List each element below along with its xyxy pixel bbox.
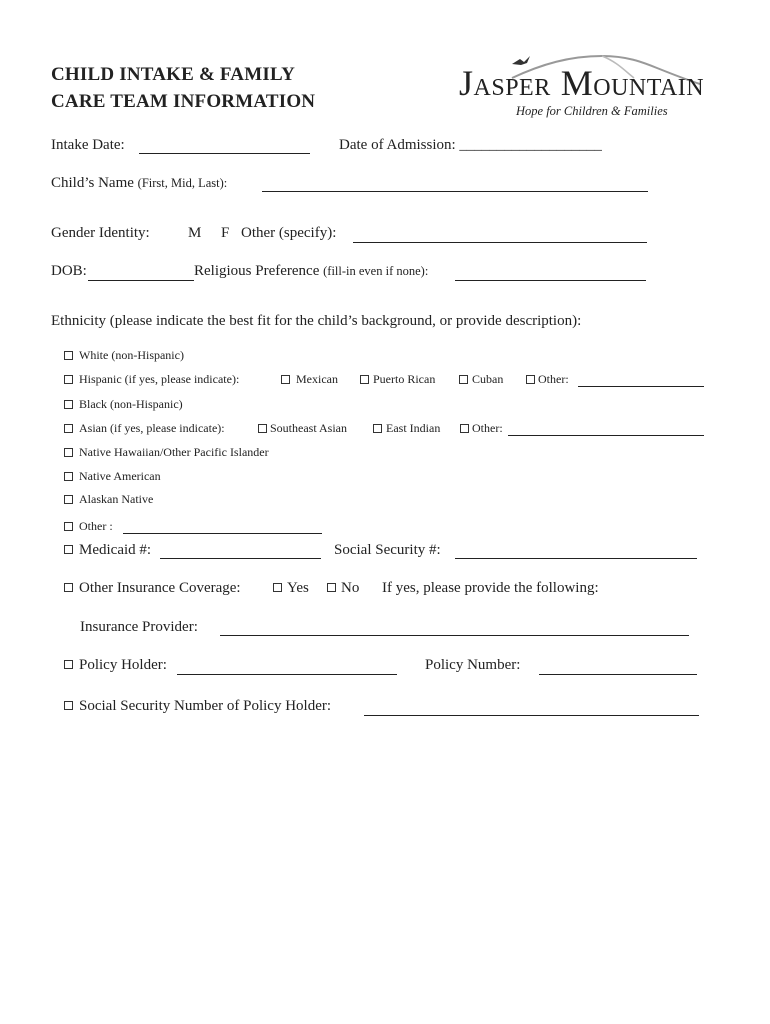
intake-date-field[interactable]: [139, 153, 310, 154]
other-insurance-option[interactable]: Other Insurance Coverage:: [64, 580, 241, 597]
checkbox-icon: [327, 583, 336, 592]
checkbox-icon: [281, 375, 290, 384]
checkbox-icon: [526, 375, 535, 384]
ethnicity-asian-option[interactable]: Asian (if yes, please indicate):: [64, 421, 225, 436]
policy-holder-option[interactable]: Policy Holder:: [64, 657, 167, 674]
policy-number-label: Policy Number:: [425, 657, 521, 673]
medicaid-option[interactable]: Medicaid #:: [64, 542, 151, 559]
gender-identity-label: Gender Identity:: [51, 225, 150, 241]
checkbox-icon: [64, 375, 73, 384]
gender-other-label: Other (specify):: [241, 225, 337, 241]
insurance-if-yes-text: If yes, please provide the following:: [382, 580, 599, 596]
ethnicity-white-option[interactable]: White (non-Hispanic): [64, 348, 184, 363]
dob-field[interactable]: [88, 280, 194, 281]
ethnicity-alaskan-option[interactable]: Alaskan Native: [64, 492, 153, 507]
policy-holder-field[interactable]: [177, 674, 397, 675]
intake-date-label: Intake Date:: [51, 137, 125, 153]
medicaid-field[interactable]: [160, 558, 321, 559]
checkbox-icon: [64, 522, 73, 531]
checkbox-icon: [360, 375, 369, 384]
child-name-label: Child’s Name (First, Mid, Last):: [51, 175, 228, 191]
gender-m-option[interactable]: M: [188, 225, 202, 241]
asian-southeast-option[interactable]: Southeast Asian: [258, 421, 347, 436]
checkbox-icon: [64, 545, 73, 554]
ssn-policy-holder-field[interactable]: [364, 715, 699, 716]
insurance-yes-option[interactable]: Yes: [273, 580, 309, 597]
checkbox-icon: [64, 701, 73, 710]
asian-other-field[interactable]: [508, 435, 704, 436]
logo-tagline: Hope for Children & Families: [516, 104, 668, 118]
date-of-admission-label: Date of Admission: ___________________: [339, 137, 602, 153]
ethnicity-native-american-option[interactable]: Native American: [64, 469, 161, 484]
hispanic-other-option[interactable]: Other:: [526, 372, 569, 387]
insurance-provider-field[interactable]: [220, 635, 689, 636]
ssn-policy-holder-option[interactable]: Social Security Number of Policy Holder:: [64, 698, 331, 715]
checkbox-icon: [64, 495, 73, 504]
checkbox-icon: [64, 400, 73, 409]
dob-label: DOB:: [51, 263, 87, 279]
gender-f-option[interactable]: F: [221, 225, 230, 241]
ethnicity-hispanic-option[interactable]: Hispanic (if yes, please indicate):: [64, 372, 239, 387]
logo-wordmark: JASPER MOUNTAIN: [459, 63, 705, 103]
asian-other-option[interactable]: Other:: [460, 421, 503, 436]
religious-preference-label: Religious Preference (fill-in even if none):: [194, 263, 429, 279]
ethnicity-other-field[interactable]: [123, 533, 322, 534]
checkbox-icon: [273, 583, 282, 592]
insurance-no-option[interactable]: No: [327, 580, 359, 597]
checkbox-icon: [459, 375, 468, 384]
form-title-line1: CHILD INTAKE & FAMILY: [51, 64, 296, 85]
hispanic-cuban-option[interactable]: Cuban: [459, 372, 503, 387]
checkbox-icon: [460, 424, 469, 433]
checkbox-icon: [373, 424, 382, 433]
ethnicity-other-option[interactable]: Other :: [64, 519, 113, 534]
religious-preference-field[interactable]: [455, 280, 646, 281]
hispanic-mexican-option[interactable]: Mexican: [281, 372, 338, 387]
hispanic-other-field[interactable]: [578, 386, 704, 387]
ethnicity-hawaiian-option[interactable]: Native Hawaiian/Other Pacific Islander: [64, 445, 269, 460]
checkbox-icon: [64, 424, 73, 433]
checkbox-icon: [64, 351, 73, 360]
social-security-field[interactable]: [455, 558, 697, 559]
checkbox-icon: [64, 448, 73, 457]
form-title-line2: CARE TEAM INFORMATION: [51, 91, 316, 112]
gender-other-field[interactable]: [353, 242, 647, 243]
checkbox-icon: [64, 660, 73, 669]
checkbox-icon: [64, 472, 73, 481]
checkbox-icon: [64, 583, 73, 592]
child-name-field[interactable]: [262, 191, 648, 192]
policy-number-field[interactable]: [539, 674, 697, 675]
checkbox-icon: [258, 424, 267, 433]
insurance-provider-label: Insurance Provider:: [80, 619, 198, 635]
ethnicity-prompt: Ethnicity (please indicate the best fit for the child’s background, or provide description):: [51, 313, 582, 329]
asian-east-indian-option[interactable]: East Indian: [373, 421, 440, 436]
ethnicity-black-option[interactable]: Black (non-Hispanic): [64, 397, 183, 412]
hispanic-puerto-rican-option[interactable]: Puerto Rican: [360, 372, 435, 387]
social-security-label: Social Security #:: [334, 542, 441, 558]
